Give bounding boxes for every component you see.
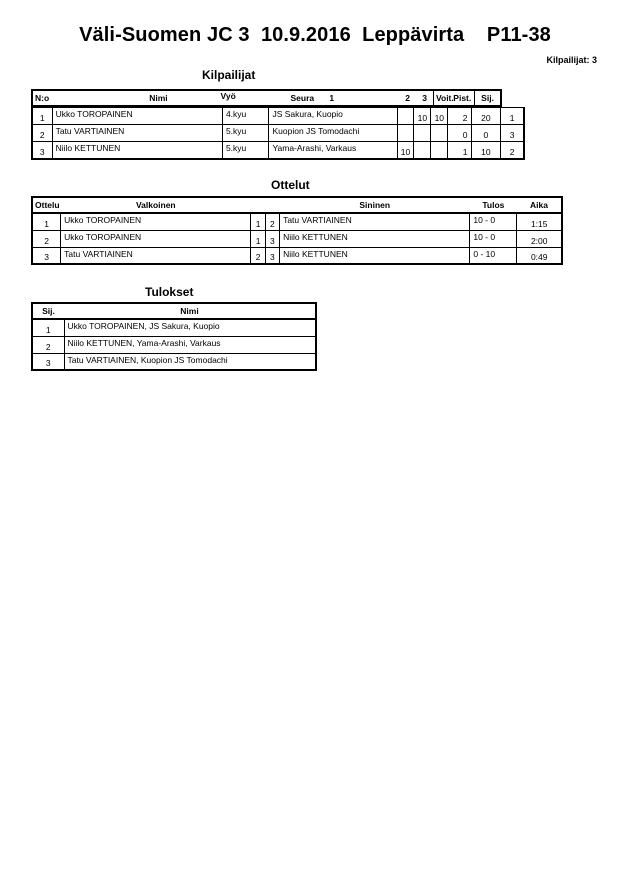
results-header-row bbox=[32, 303, 316, 319]
result-name: Tatu VARTIAINEN, Kuopion JS Tomodachi bbox=[64, 353, 316, 370]
competitor-round-3: 10 bbox=[431, 108, 448, 125]
table-row bbox=[32, 247, 562, 264]
competitor-points: 10 bbox=[471, 142, 501, 159]
match-no: 2 bbox=[32, 230, 61, 247]
col-header-name: Nimi bbox=[52, 90, 264, 106]
table-row bbox=[32, 108, 524, 125]
competitor-count-value: 3 bbox=[591, 55, 597, 65]
competitor-name: Niilo KETTUNEN bbox=[52, 142, 222, 159]
competitor-place: 3 bbox=[501, 125, 524, 142]
col-header-result: Tulos bbox=[470, 197, 517, 213]
competitor-count bbox=[546, 55, 597, 65]
competitor-round-2 bbox=[414, 142, 431, 159]
match-time: 2:00 bbox=[517, 230, 562, 247]
table-row bbox=[32, 142, 524, 159]
competitor-round-1 bbox=[397, 125, 414, 142]
col-header-time: Aika bbox=[517, 197, 562, 213]
competitor-no: 1 bbox=[32, 108, 52, 125]
match-blue-name: Niilo KETTUNEN bbox=[280, 230, 470, 247]
competitor-points: 20 bbox=[471, 108, 501, 125]
competitor-round-2 bbox=[414, 125, 431, 142]
table-row bbox=[32, 319, 316, 336]
match-white-no: 2 bbox=[251, 247, 265, 264]
competitor-belt: 4.kyu bbox=[222, 108, 269, 125]
competitor-round-2: 10 bbox=[414, 108, 431, 125]
col-header-belt: Vyö bbox=[220, 91, 236, 101]
match-no: 3 bbox=[32, 247, 61, 264]
col-header-blue: Sininen bbox=[280, 197, 470, 213]
competitor-round-3 bbox=[431, 142, 448, 159]
competitor-club: Kuopion JS Tomodachi bbox=[269, 125, 397, 142]
col-header-white: Valkoinen bbox=[61, 197, 251, 213]
match-time: 1:15 bbox=[517, 213, 562, 230]
col-header-no: N:o bbox=[32, 90, 52, 106]
results-table bbox=[31, 302, 317, 371]
match-white-name: Tatu VARTIAINEN bbox=[61, 247, 251, 264]
competitor-belt: 5.kyu bbox=[222, 142, 269, 159]
match-white-no: 1 bbox=[251, 230, 265, 247]
competitor-round-1 bbox=[397, 108, 414, 125]
matches-section-title: Ottelut bbox=[271, 178, 310, 192]
competitors-body bbox=[31, 107, 525, 160]
competitor-place: 1 bbox=[501, 108, 524, 125]
result-place: 1 bbox=[32, 319, 64, 336]
table-row bbox=[32, 213, 562, 230]
competitor-points: 0 bbox=[471, 125, 501, 142]
competitor-wins: 0 bbox=[448, 125, 471, 142]
competitors-section-title: Kilpailijat bbox=[202, 68, 256, 82]
match-result: 0 - 10 bbox=[470, 247, 517, 264]
competitor-place: 2 bbox=[501, 142, 524, 159]
match-blue-no: 3 bbox=[265, 230, 279, 247]
match-no: 1 bbox=[32, 213, 61, 230]
competitor-count-label: Kilpailijat: bbox=[546, 55, 590, 65]
col-header-wins: Voit. bbox=[433, 90, 450, 106]
col-header-place: Sij. bbox=[474, 90, 501, 106]
result-name: Niilo KETTUNEN, Yama-Arashi, Varkaus bbox=[64, 336, 316, 353]
match-blue-no: 3 bbox=[265, 247, 279, 264]
competitor-no: 3 bbox=[32, 142, 52, 159]
match-time: 0:49 bbox=[517, 247, 562, 264]
col-header-points: Pist. bbox=[451, 90, 475, 106]
result-name: Ukko TOROPAINEN, JS Sakura, Kuopio bbox=[64, 319, 316, 336]
match-result: 10 - 0 bbox=[470, 230, 517, 247]
competitor-club: Yama-Arashi, Varkaus bbox=[269, 142, 397, 159]
match-white-name: Ukko TOROPAINEN bbox=[61, 230, 251, 247]
col-header-round-2: 2 bbox=[399, 90, 416, 106]
col-header-round-3: 3 bbox=[416, 90, 433, 106]
competitors-header-row bbox=[32, 90, 525, 106]
page-title: Väli-Suomen JC 3 10.9.2016 Leppävirta P11-38 bbox=[79, 24, 551, 46]
match-white-name: Ukko TOROPAINEN bbox=[61, 213, 251, 230]
matches-header-row bbox=[32, 197, 562, 213]
competitor-club: JS Sakura, Kuopio bbox=[269, 108, 397, 125]
col-header-result-place: Sij. bbox=[32, 303, 64, 319]
table-row bbox=[32, 336, 316, 353]
match-white-no: 1 bbox=[251, 213, 265, 230]
competitor-belt: 5.kyu bbox=[222, 125, 269, 142]
match-blue-name: Niilo KETTUNEN bbox=[280, 247, 470, 264]
col-header-match: Ottelu bbox=[32, 197, 61, 213]
table-row bbox=[32, 230, 562, 247]
col-header-club-label: Seura bbox=[290, 93, 315, 103]
match-blue-no: 2 bbox=[265, 213, 279, 230]
col-header-round-1: 1 bbox=[264, 90, 399, 106]
competitor-name: Tatu VARTIAINEN bbox=[52, 125, 222, 142]
table-row bbox=[32, 125, 524, 142]
competitor-wins: 1 bbox=[448, 142, 471, 159]
col-header-result-name: Nimi bbox=[64, 303, 316, 319]
competitor-wins: 2 bbox=[448, 108, 471, 125]
table-row bbox=[32, 353, 316, 370]
competitor-no: 2 bbox=[32, 125, 52, 142]
competitor-name: Ukko TOROPAINEN bbox=[52, 108, 222, 125]
competitor-round-1: 10 bbox=[397, 142, 414, 159]
competitors-table bbox=[31, 89, 525, 107]
competitor-round-3 bbox=[431, 125, 448, 142]
match-blue-name: Tatu VARTIAINEN bbox=[280, 213, 470, 230]
match-result: 10 - 0 bbox=[470, 213, 517, 230]
matches-table bbox=[31, 196, 563, 265]
results-section-title: Tulokset bbox=[145, 285, 194, 299]
result-place: 3 bbox=[32, 353, 64, 370]
result-place: 2 bbox=[32, 336, 64, 353]
